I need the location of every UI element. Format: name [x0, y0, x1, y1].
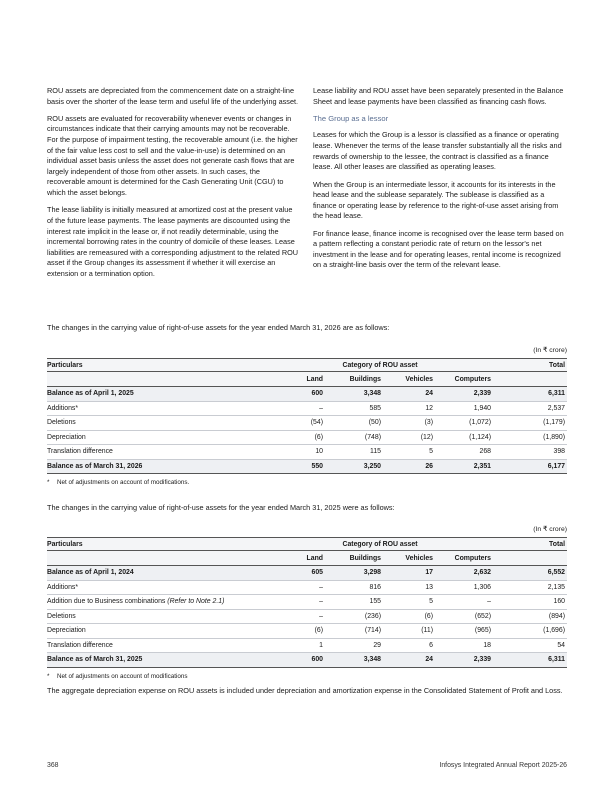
- table-row: Translation difference 10 115 5 268 398: [47, 445, 567, 460]
- header-computers: Computers: [435, 372, 493, 387]
- closing-paragraph: The aggregate depreciation expense on ROU assets is included under depreciation and amortization expense in the Consolidated Statement of Profit and Loss.: [47, 686, 563, 695]
- paragraph-finance-lease-income: For finance lease, finance income is recognised over the lease term based on a pattern reflecting a constant periodic rate of return on the lessor's net investment in the lease and for operating leases, rental income is recognized on a straight-line basis over the term of the relevant lease.: [313, 228, 564, 270]
- right-text-column: [313, 86, 565, 278]
- table1-intro: The changes in the carrying value of right-of-use assets for the year ended March 31, 2026 are as follows:: [47, 323, 390, 332]
- paragraph-presentation: Lease liability and ROU asset have been separately presented in the Balance Sheet and lease payments have been classified as financing cash flows.: [313, 86, 564, 106]
- footnote-text: Net of adjustments on account of modifications: [57, 673, 188, 680]
- footnote-text: Net of adjustments on account of modifications.: [57, 479, 190, 486]
- footnote-mark: *: [47, 479, 50, 486]
- table2-footnote: [47, 673, 188, 680]
- header-category: Category of ROU asset: [267, 538, 493, 551]
- paragraph-rou-depreciation: ROU assets are depreciated from the commencement date on a straight-line basis over the shorter of the lease term and useful life of the underlying asset.: [47, 86, 299, 106]
- header-total: Total: [493, 359, 567, 372]
- left-text-column: [47, 86, 299, 286]
- table1-footnote: [47, 479, 189, 486]
- header-buildings: Buildings: [325, 372, 383, 387]
- header-vehicles: Vehicles: [383, 372, 435, 387]
- table-row: Balance as of April 1, 2025 600 3,348 24 2,339 6,311: [47, 387, 567, 402]
- table-row: Deletions – (236) (6) (652) (894): [47, 609, 567, 624]
- paragraph-intermediate-lessor: When the Group is an intermediate lessor, it accounts for its interests in the head lease and the sublease separately. The sublease is classified as a finance or operating lease by reference to the right-of-use asset arising from the head lease.: [313, 179, 559, 221]
- refer-note-link: (Refer to Note 2.1): [167, 598, 225, 606]
- header-vehicles: Vehicles: [383, 551, 435, 566]
- table-row: Balance as of April 1, 2024 605 3,298 17 2,632 6,552: [47, 566, 567, 581]
- table-row: Additions* – 585 12 1,940 2,537: [47, 401, 567, 416]
- header-category: Category of ROU asset: [267, 359, 493, 372]
- page-number: 368: [47, 762, 59, 769]
- subheading-group-as-lessor: The Group as a lessor: [313, 113, 389, 123]
- paragraph-lessor-classification: Leases for which the Group is a lessor is classified as a finance or operating lease. Whenever the terms of the lease transfer substantially all the risks and rewards of ownership to the lessee, the contract is classified as a finance lease. All other leases are classified as operating leases.: [313, 130, 562, 172]
- table-row: Translation difference 1 29 6 18 54: [47, 638, 567, 653]
- table-row: Balance as of March 31, 2026 550 3,250 26 2,351 6,177: [47, 459, 567, 474]
- report-title: Infosys Integrated Annual Report 2025-26: [439, 762, 567, 769]
- table-row: Balance as of March 31, 2025 600 3,348 24 2,339 6,311: [47, 653, 567, 668]
- paragraph-rou-recoverability: ROU assets are evaluated for recoverability whenever events or changes in circumstances indicate that their carrying amounts may not be recoverable. For the purpose of impairment testing, the recoverable amount (i.e. the higher of the fair value less cost to sell and the value-in-use) is determined on an individual asset basis unless the asset does not generate cash flows that are largely independent of those from other assets. In such cases, the recoverable amount is determined for the Cash Generating Unit (CGU) to which the asset belongs.: [47, 113, 298, 198]
- header-particulars: Particulars: [47, 538, 267, 551]
- header-particulars: Particulars: [47, 359, 267, 372]
- table-row: Deletions (54) (50) (3) (1,072) (1,179): [47, 416, 567, 431]
- table-row: Depreciation (6) (748) (12) (1,124) (1,890): [47, 430, 567, 445]
- table-row: Depreciation (6) (714) (11) (965) (1,696): [47, 624, 567, 639]
- header-computers: Computers: [435, 551, 493, 566]
- table2-unit: (In ₹ crore): [533, 526, 567, 533]
- table-row: Additions* – 816 13 1,306 2,135: [47, 580, 567, 595]
- table2-rou-changes-2025: [47, 537, 567, 668]
- table-row: Addition due to Business combinations (Refer to Note 2.1) – 155 5 – 160: [47, 595, 567, 610]
- table2-intro: The changes in the carrying value of right-of-use assets for the year ended March 31, 2025 were as follows:: [47, 503, 395, 512]
- paragraph-lease-liability: The lease liability is initially measured at amortized cost at the present value of the future lease payments. The lease payments are discounted using the interest rate implicit in the lease or, if not readily determinable, using the incremental borrowing rates in the country of domicile of these leases. Lease liabilities are remeasured with a corresponding adjustment to the related ROU asset if the Group changes its assessment if whether it will exercise an extension or a termination option.: [47, 205, 299, 278]
- table1-rou-changes-2026: [47, 358, 567, 474]
- table1-unit: (In ₹ crore): [533, 347, 567, 354]
- header-buildings: Buildings: [325, 551, 383, 566]
- header-total: Total: [493, 538, 567, 551]
- header-land: Land: [267, 551, 325, 566]
- header-land: Land: [267, 372, 325, 387]
- footnote-mark: *: [47, 673, 50, 680]
